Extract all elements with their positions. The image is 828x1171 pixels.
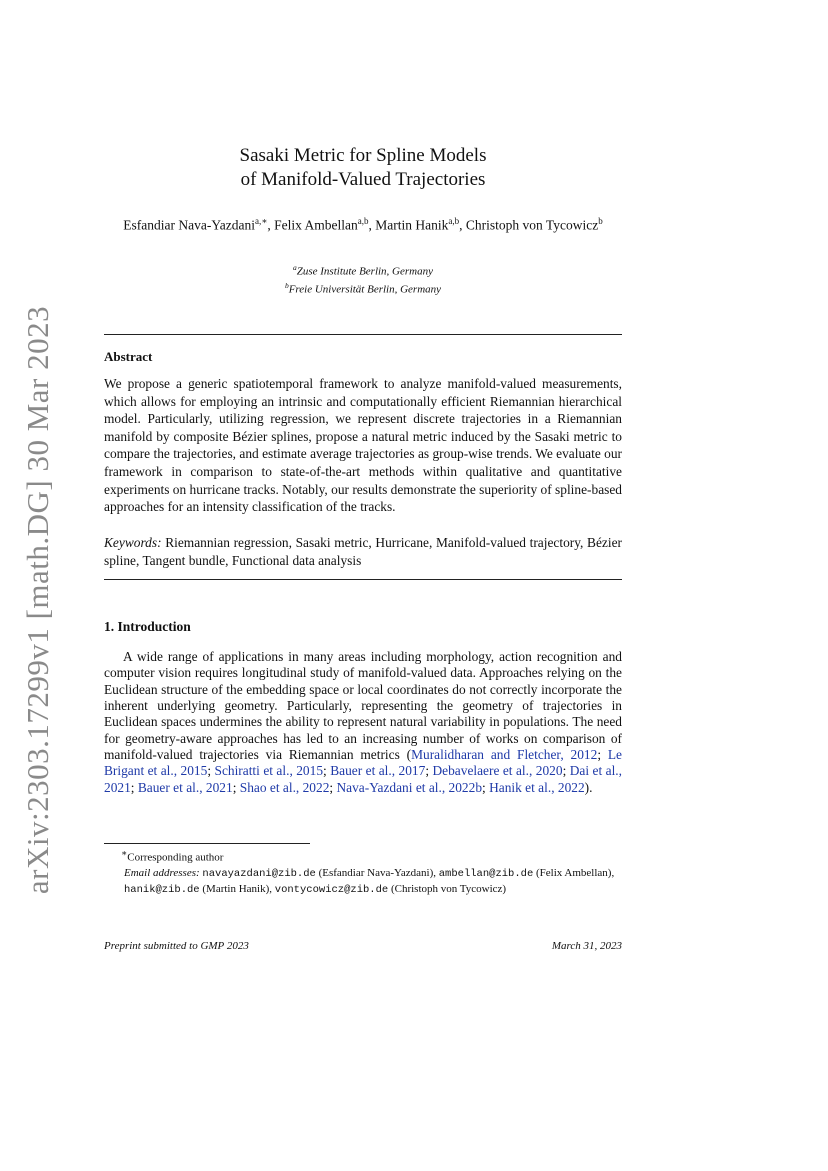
email-owner: (Martin Hanik): [202, 882, 270, 895]
citation-separator: ;: [323, 763, 331, 779]
citation-link[interactable]: Muralidharan and Fletcher, 2012: [411, 747, 598, 763]
email-link[interactable]: hanik@zib.de: [124, 883, 200, 896]
email-link[interactable]: vontycowicz@zib.de: [274, 883, 389, 896]
email-owner: (Esfandiar Nava-Yazdani): [318, 866, 434, 879]
affiliation-mark: b: [284, 281, 289, 291]
citation-link[interactable]: Bauer et al., 2021: [137, 779, 233, 795]
email-owner: (Felix Ambellan): [536, 866, 612, 879]
citation-link[interactable]: Shao et al., 2022: [239, 779, 330, 795]
keywords-text: Riemannian regression, Sasaki metric, Hurricane, Manifold-valued trajectory, Bézier spline, Tangent bundle, Functional data analysis: [104, 535, 622, 568]
citation-link[interactable]: Nava-Yazdani et al., 2022b: [336, 779, 483, 795]
introduction-text-end: ).: [584, 779, 593, 795]
section-heading-introduction: 1. Introduction: [104, 619, 191, 634]
email-link[interactable]: navayazdani@zib.de: [202, 867, 316, 880]
citation-separator: ;: [597, 747, 608, 763]
citation-separator: ;: [207, 763, 215, 779]
affiliation-mark: a: [292, 263, 297, 272]
footnote-corresponding: [104, 846, 622, 866]
citation-separator: ;: [482, 779, 490, 795]
abstract-top-rule: [104, 334, 622, 335]
email-link[interactable]: ambellan@zib.de: [438, 867, 534, 880]
citation-separator: ;: [232, 779, 240, 795]
footnote-mark: ∗: [121, 848, 128, 858]
title-line-1: Sasaki Metric for Spline Models: [239, 145, 487, 166]
affiliation: [104, 279, 622, 297]
affiliation-list: [104, 261, 622, 297]
citation-link[interactable]: Bauer et al., 2017: [330, 763, 426, 779]
citation-link[interactable]: Hanik et al., 2022: [489, 779, 585, 795]
citation-separator: ;: [130, 779, 138, 795]
footnote-rule: [104, 843, 310, 844]
footnote-corresponding-text: Corresponding author: [127, 851, 224, 864]
arxiv-identifier: arXiv:2303.17299v1 [math.DG] 30 Mar 2023: [20, 305, 55, 895]
author-name: Martin Hanik: [375, 217, 449, 233]
footnote: [104, 846, 622, 898]
affiliation-text: Zuse Institute Berlin, Germany: [296, 265, 433, 278]
author-affil-mark: a,∗: [255, 216, 268, 226]
keywords: [104, 534, 622, 569]
email-owner: (Christoph von Tycowicz): [390, 882, 507, 895]
abstract-heading: Abstract: [104, 349, 153, 364]
affiliation-text: Freie Universität Berlin, Germany: [288, 283, 442, 296]
title-line-2: of Manifold-Valued Trajectories: [240, 169, 486, 190]
citation-link[interactable]: Debavelaere et al., 2020: [432, 763, 563, 779]
citation-link[interactable]: Schiratti et al., 2015: [214, 763, 324, 779]
email-label: Email addresses:: [124, 866, 200, 879]
citation-link[interactable]: Le Brigant et al., 2015: [104, 747, 622, 779]
citation-separator: ;: [425, 763, 433, 779]
author-name: Esfandiar Nava-Yazdani: [123, 217, 256, 233]
author-affil-mark: a,b: [357, 216, 369, 226]
introduction-paragraph: [104, 649, 622, 796]
paper-title: [104, 144, 622, 192]
author-name: Christoph von Tycowicz: [465, 217, 599, 233]
arxiv-sidebar-stamp: [16, 305, 60, 895]
keywords-label: Keywords:: [104, 535, 162, 550]
footnote-emails: Email addresses: navayazdani@zib.de (Esfandiar Nava-Yazdani), ambellan@zib.de (Felix Ambellan), hanik@zib.de (Martin Hanik), vontycowicz@zib.de (Christoph von Tycowicz): [124, 866, 615, 896]
citation-link[interactable]: Dai et al., 2021: [104, 763, 622, 795]
preprint-note: Preprint submitted to GMP 2023: [104, 940, 249, 952]
preprint-date: March 31, 2023: [551, 940, 622, 952]
abstract-text: We propose a generic spatiotemporal framework to analyze manifold-valued measurements, which allows for employing an intrinsic and computationally efficient Riemannian hierarchical model. Particularly, utilizing regression, we represent discrete trajectories in a Riemannian manifold by composite Bézier splines, propose a natural metric induced by the Sasaki metric to compare the trajectories, and estimate average trajectories as group-wise trends. We evaluate our framework in comparison to state-of-the-art methods within qualitative and quantitative experiments on hurricane tracks. Notably, our results demonstrate the superiority of spline-based approaches for an intensity classification of the tracks.: [104, 376, 622, 515]
author-affil-mark: b: [598, 216, 603, 226]
citation-separator: ;: [329, 779, 337, 795]
abstract-bottom-rule: [104, 579, 622, 580]
citation-separator: ;: [562, 763, 570, 779]
introduction-text: A wide range of applications in many areas including morphology, action recognition and computer vision requires longitudinal study of manifold-valued data. Approaches relying on the Euclidean structure of the embedding space or local coordinates do not correctly incorporate the inherent underlying geometry. Particularly, representing the geometry of trajectories in Euclidean spaces undermines the ability to represent natural variability in populations. The need for geometry-aware approaches has led to an increasing number of works on comparison of manifold-valued trajectories via Riemannian metrics (: [104, 649, 622, 763]
author-name: Felix Ambellan: [274, 217, 358, 233]
affiliation: [104, 261, 622, 279]
author-list: Esfandiar Nava-Yazdani$^{a,∗}$, Felix Ambellan$^{a,b}$, Martin Hanik$^{a,b}$, Christoph von Tycowicz$^b$: [123, 216, 603, 233]
author-affil-mark: a,b: [448, 216, 460, 226]
